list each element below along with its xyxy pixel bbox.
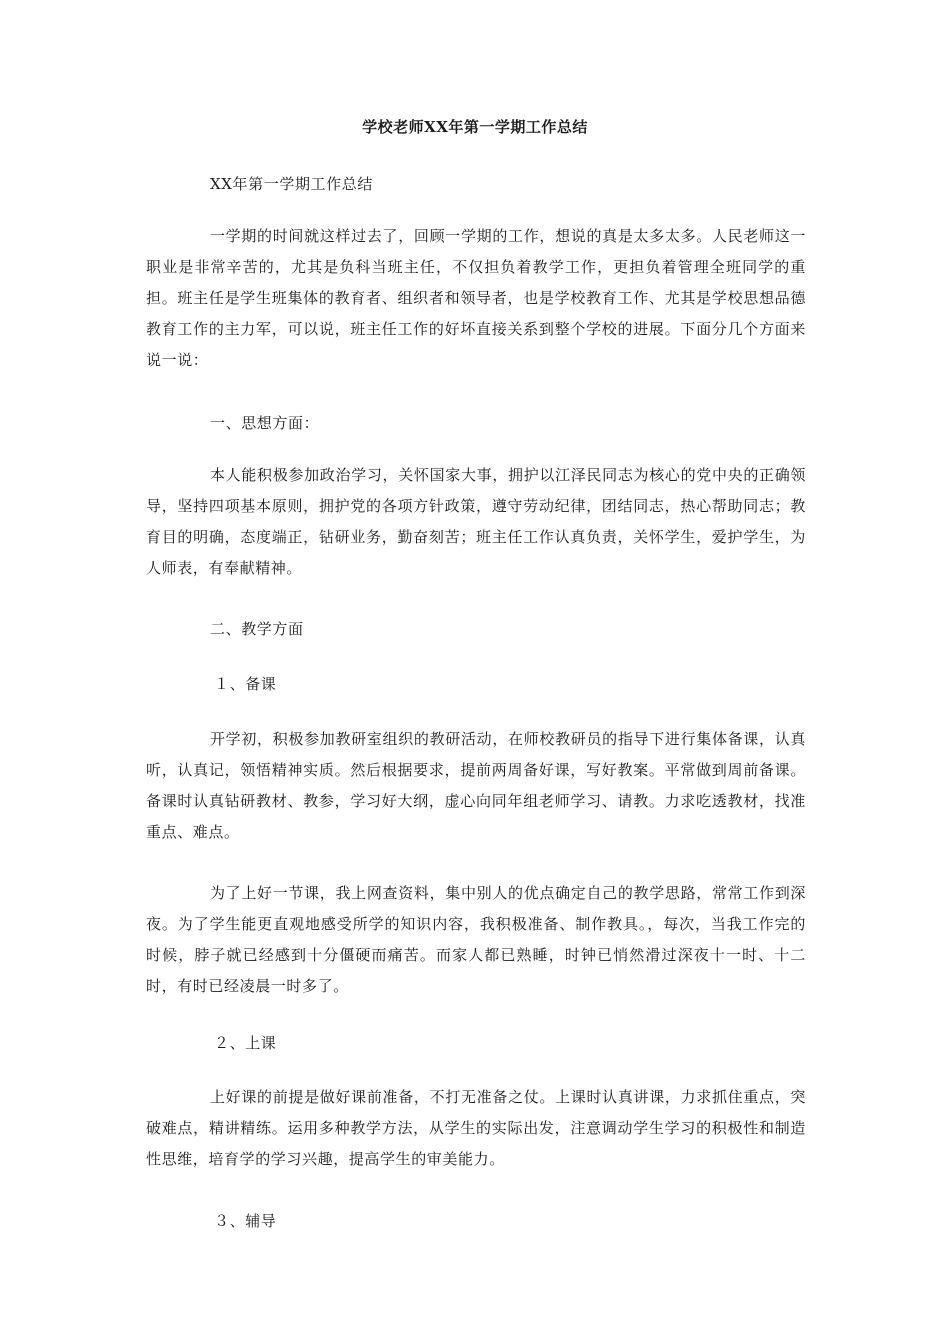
subheading-lesson-prep: １、备课 [214,675,277,693]
section-heading-teaching: 二、教学方面 [210,620,304,638]
intro-paragraph: 一学期的时间就这样过去了，回顾一学期的工作，想说的真是太多太多。人民老师这一职业是非常辛苦的，尤其是负科当班主任，不仅担负着教学工作，更担负着管理全班同学的重担。班主任是学生班集体的教育者、组织者和领导者，也是学校教育工作、尤其是学校思想品德教育工作的主力军，可以说，班主任工作的好坏直接关系到整个学校的进展。下面分几个方面来说一说： [146,227,806,369]
subheading-teaching-class: ２、上课 [214,1034,277,1052]
subheading-tutoring: ３、辅导 [214,1212,277,1230]
section-heading-thought: 一、思想方面： [210,414,320,432]
lesson-prep-paragraph-2: 为了上好一节课，我上网查资料，集中别人的优点确定自己的教学思路，常常工作到深夜。为了学生能更直观地感受所学的知识内容，我积极准备、制作教具。，每次，当我工作完的时候，脖子就已经感到十分僵硬而痛苦。而家人都已熟睡，时钟已悄然滑过深夜十一时、十二时，有时已经凌晨一时多了。 [146,884,806,995]
teaching-class-paragraph: 上好课的前提是做好课前准备，不打无准备之仗。上课时认真讲课，力求抓住重点，突破难点，精讲精练。运用多种教学方法，从学生的实际出发，注意调动学生学习的积极性和制造性思维，培育学的学习兴趣，提高学生的审美能力。 [146,1088,806,1168]
lesson-prep-paragraph-1: 开学初，积极参加教研室组织的教研活动，在师校教研员的指导下进行集体备课，认真听，认真记，领悟精神实质。然后根据要求，提前两周备好课，写好教案。平常做到周前备课。备课时认真钻研教材、教参，学习好大纲，虚心向同年组老师学习、请教。力求吃透教材，找准重点、难点。 [146,730,806,841]
document-subtitle: XX年第一学期工作总结 [210,175,373,193]
document-title: 学校老师XX年第一学期工作总结 [362,118,588,136]
thought-paragraph: 本人能积极参加政治学习，关怀国家大事，拥护以江泽民同志为核心的党中央的正确领导，坚持四项基本原则，拥护党的各项方针政策，遵守劳动纪律，团结同志，热心帮助同志；教育目的明确，态度端正，钻研业务，勤奋刻苦；班主任工作认真负责，关怀学生，爱护学生，为人师表，有奉献精神。 [146,466,806,577]
